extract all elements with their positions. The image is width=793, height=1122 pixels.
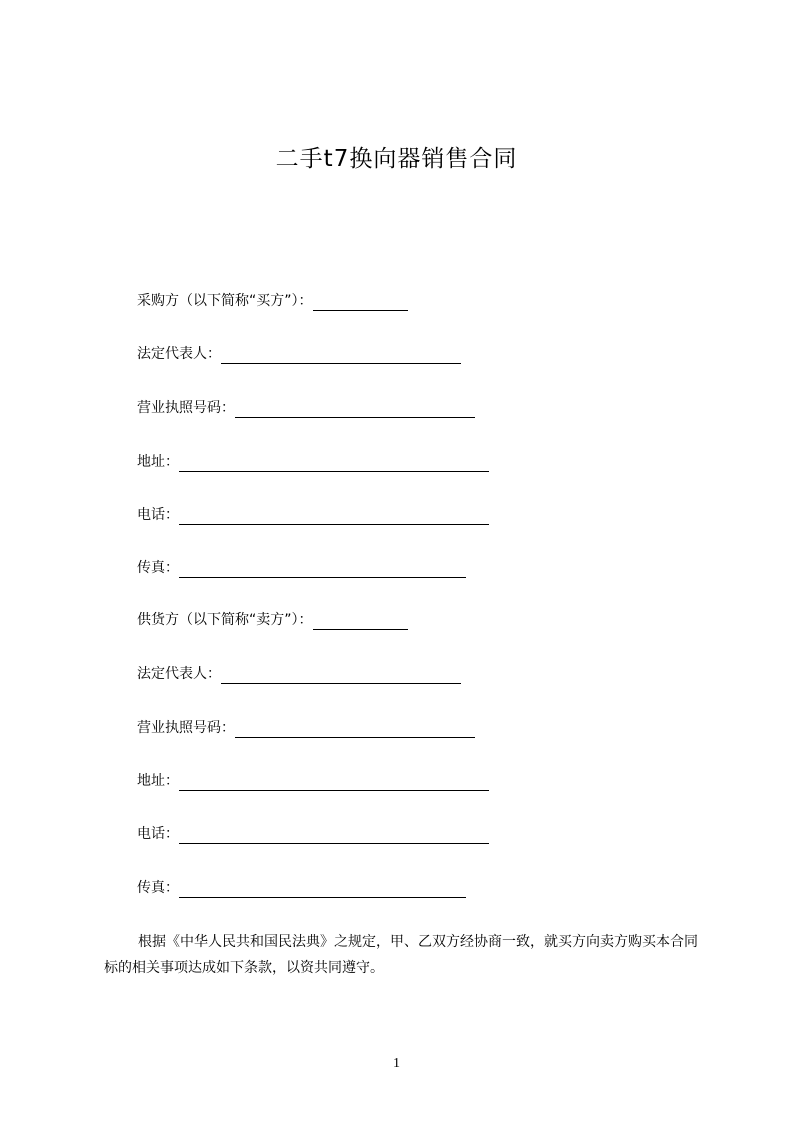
seller-legal-rep-blank[interactable] (221, 667, 461, 684)
buyer-fax-label: 传真： (137, 560, 179, 576)
buyer-address-blank[interactable] (179, 455, 489, 472)
seller-fax-blank[interactable] (179, 881, 466, 898)
seller-address-label: 地址： (137, 773, 179, 789)
seller-address-field (137, 771, 489, 791)
contract-title: 二手t7换向器销售合同 (275, 146, 518, 172)
seller-legal-rep-label: 法定代表人： (137, 666, 221, 682)
buyer-legal-rep-field (137, 344, 461, 364)
seller-phone-label: 电话： (137, 826, 179, 842)
seller-phone-blank[interactable] (179, 827, 489, 844)
seller-fax-field (137, 878, 466, 898)
seller-legal-rep-field (137, 664, 461, 684)
buyer-party-blank[interactable] (313, 294, 408, 311)
buyer-phone-label: 电话： (137, 507, 179, 523)
buyer-address-label: 地址： (137, 454, 179, 470)
buyer-fax-blank[interactable] (179, 561, 466, 578)
buyer-legal-rep-blank[interactable] (221, 347, 461, 364)
buyer-license-field (137, 398, 475, 418)
buyer-legal-rep-label: 法定代表人： (137, 346, 221, 362)
seller-license-field (137, 718, 475, 738)
buyer-phone-field (137, 505, 489, 525)
buyer-party-label: 采购方（以下简称“买方”）： (137, 293, 313, 309)
buyer-phone-blank[interactable] (179, 508, 489, 525)
page-number: 1 (393, 1056, 400, 1071)
seller-party-blank[interactable] (313, 613, 408, 630)
seller-phone-field (137, 824, 489, 844)
seller-fax-label: 传真： (137, 880, 179, 896)
intro-paragraph (104, 929, 704, 981)
seller-license-label: 营业执照号码： (137, 720, 235, 736)
buyer-license-label: 营业执照号码： (137, 400, 235, 416)
intro-paragraph-text: 根据《中华人民共和国民法典》之规定，甲、乙双方经协商一致，就买方向卖方购买本合同标的相关事项达成如下条款，以资共同遵守。 (104, 934, 698, 976)
seller-party-field (137, 610, 408, 630)
buyer-party-field (137, 291, 408, 311)
seller-party-label: 供货方（以下简称“卖方”）： (137, 612, 313, 628)
buyer-license-blank[interactable] (235, 401, 475, 418)
buyer-fax-field (137, 558, 466, 578)
seller-license-blank[interactable] (235, 721, 475, 738)
seller-address-blank[interactable] (179, 774, 489, 791)
buyer-address-field (137, 452, 489, 472)
